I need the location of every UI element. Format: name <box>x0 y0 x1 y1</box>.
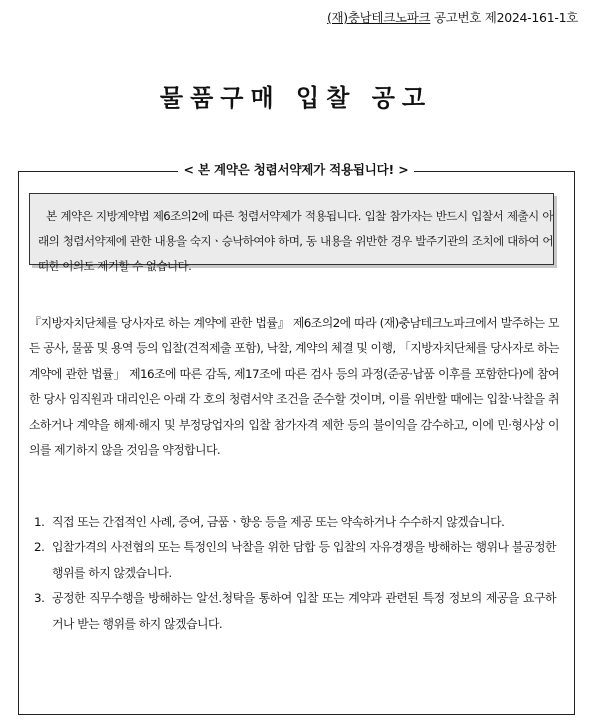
page-title: 물품구매 입찰 공고 <box>159 83 433 112</box>
pledge-item-number: 2. <box>34 540 45 555</box>
pledge-banner <box>0 160 592 178</box>
pledge-item-1 <box>34 510 556 535</box>
pledge-notice-text: 본 계약은 지방계약법 제6조의2에 따른 청렴서약제가 적용됩니다. 입찰 참가자는 반드시 입찰서 제출시 아래의 청렴서약제에 관한 내용을 숙지ㆍ승낙하여야 하며, 동 내용을 위반한 경우 발주기관의 조치에 대하여 어떠한 이의도 제기할 수 없습니다. <box>38 209 553 273</box>
pledge-body-text: 『지방자치단체를 당사자로 하는 계약에 관한 법률』 제6조의2에 따라 (재)충남테크노파크에서 발주하는 모든 공사, 물품 및 용역 등의 입찰(견적제출 포함), 낙찰, 계약의 체결 및 이행, 「지방자치단체를 당사자로 하는 계약에 관한 법률」 제16조에 따른 감독, 제17조에 따른 검사 등의 과정(준공·납품 이후를 포함한다)에 참여한 당사 임직원과 대리인은 아래 각 호의 청렴서약 조건을 준수할 것이며, 이를 위반할 때에는 입찰·낙찰을 취소하거나 계약을 해제·해지 및 부정당업자의 입찰 참가자격 제한 등의 불이익을 감수하고, 이에 민·형사상 이의를 제기하지 않을 것임을 약정합니다. <box>29 316 559 458</box>
organization-name: (재)충남테크노파크 <box>326 10 431 25</box>
pledge-item-2 <box>34 535 556 586</box>
pledge-item-number: 3. <box>34 591 45 606</box>
notice-number-value: 제2024-161-1호 <box>484 10 578 25</box>
pledge-banner-text: < 본 계약은 청렴서약제가 적용됩니다! > <box>178 162 415 177</box>
notice-label: 공고번호 <box>434 10 482 25</box>
pledge-item-list <box>34 510 556 637</box>
notice-number <box>327 8 578 26</box>
pledge-item-3 <box>34 586 556 637</box>
pledge-item-number: 1. <box>34 515 45 529</box>
pledge-body <box>29 311 559 463</box>
pledge-item-text: 입찰가격의 사전협의 또는 특정인의 낙찰을 위한 담합 등 입찰의 자유경쟁을 방해하는 행위나 불공정한 행위를 하지 않겠습니다. <box>52 540 556 580</box>
pledge-notice-box <box>29 193 554 273</box>
pledge-item-text: 직접 또는 간접적인 사례, 증여, 금품ㆍ향응 등을 제공 또는 약속하거나 수수하지 않겠습니다. <box>52 515 505 529</box>
pledge-item-text: 공정한 직무수행을 방해하는 알선.청탁을 통하여 입찰 또는 계약과 관련된 특정 정보의 제공을 요구하거나 받는 행위를 하지 않겠습니다. <box>52 591 556 631</box>
